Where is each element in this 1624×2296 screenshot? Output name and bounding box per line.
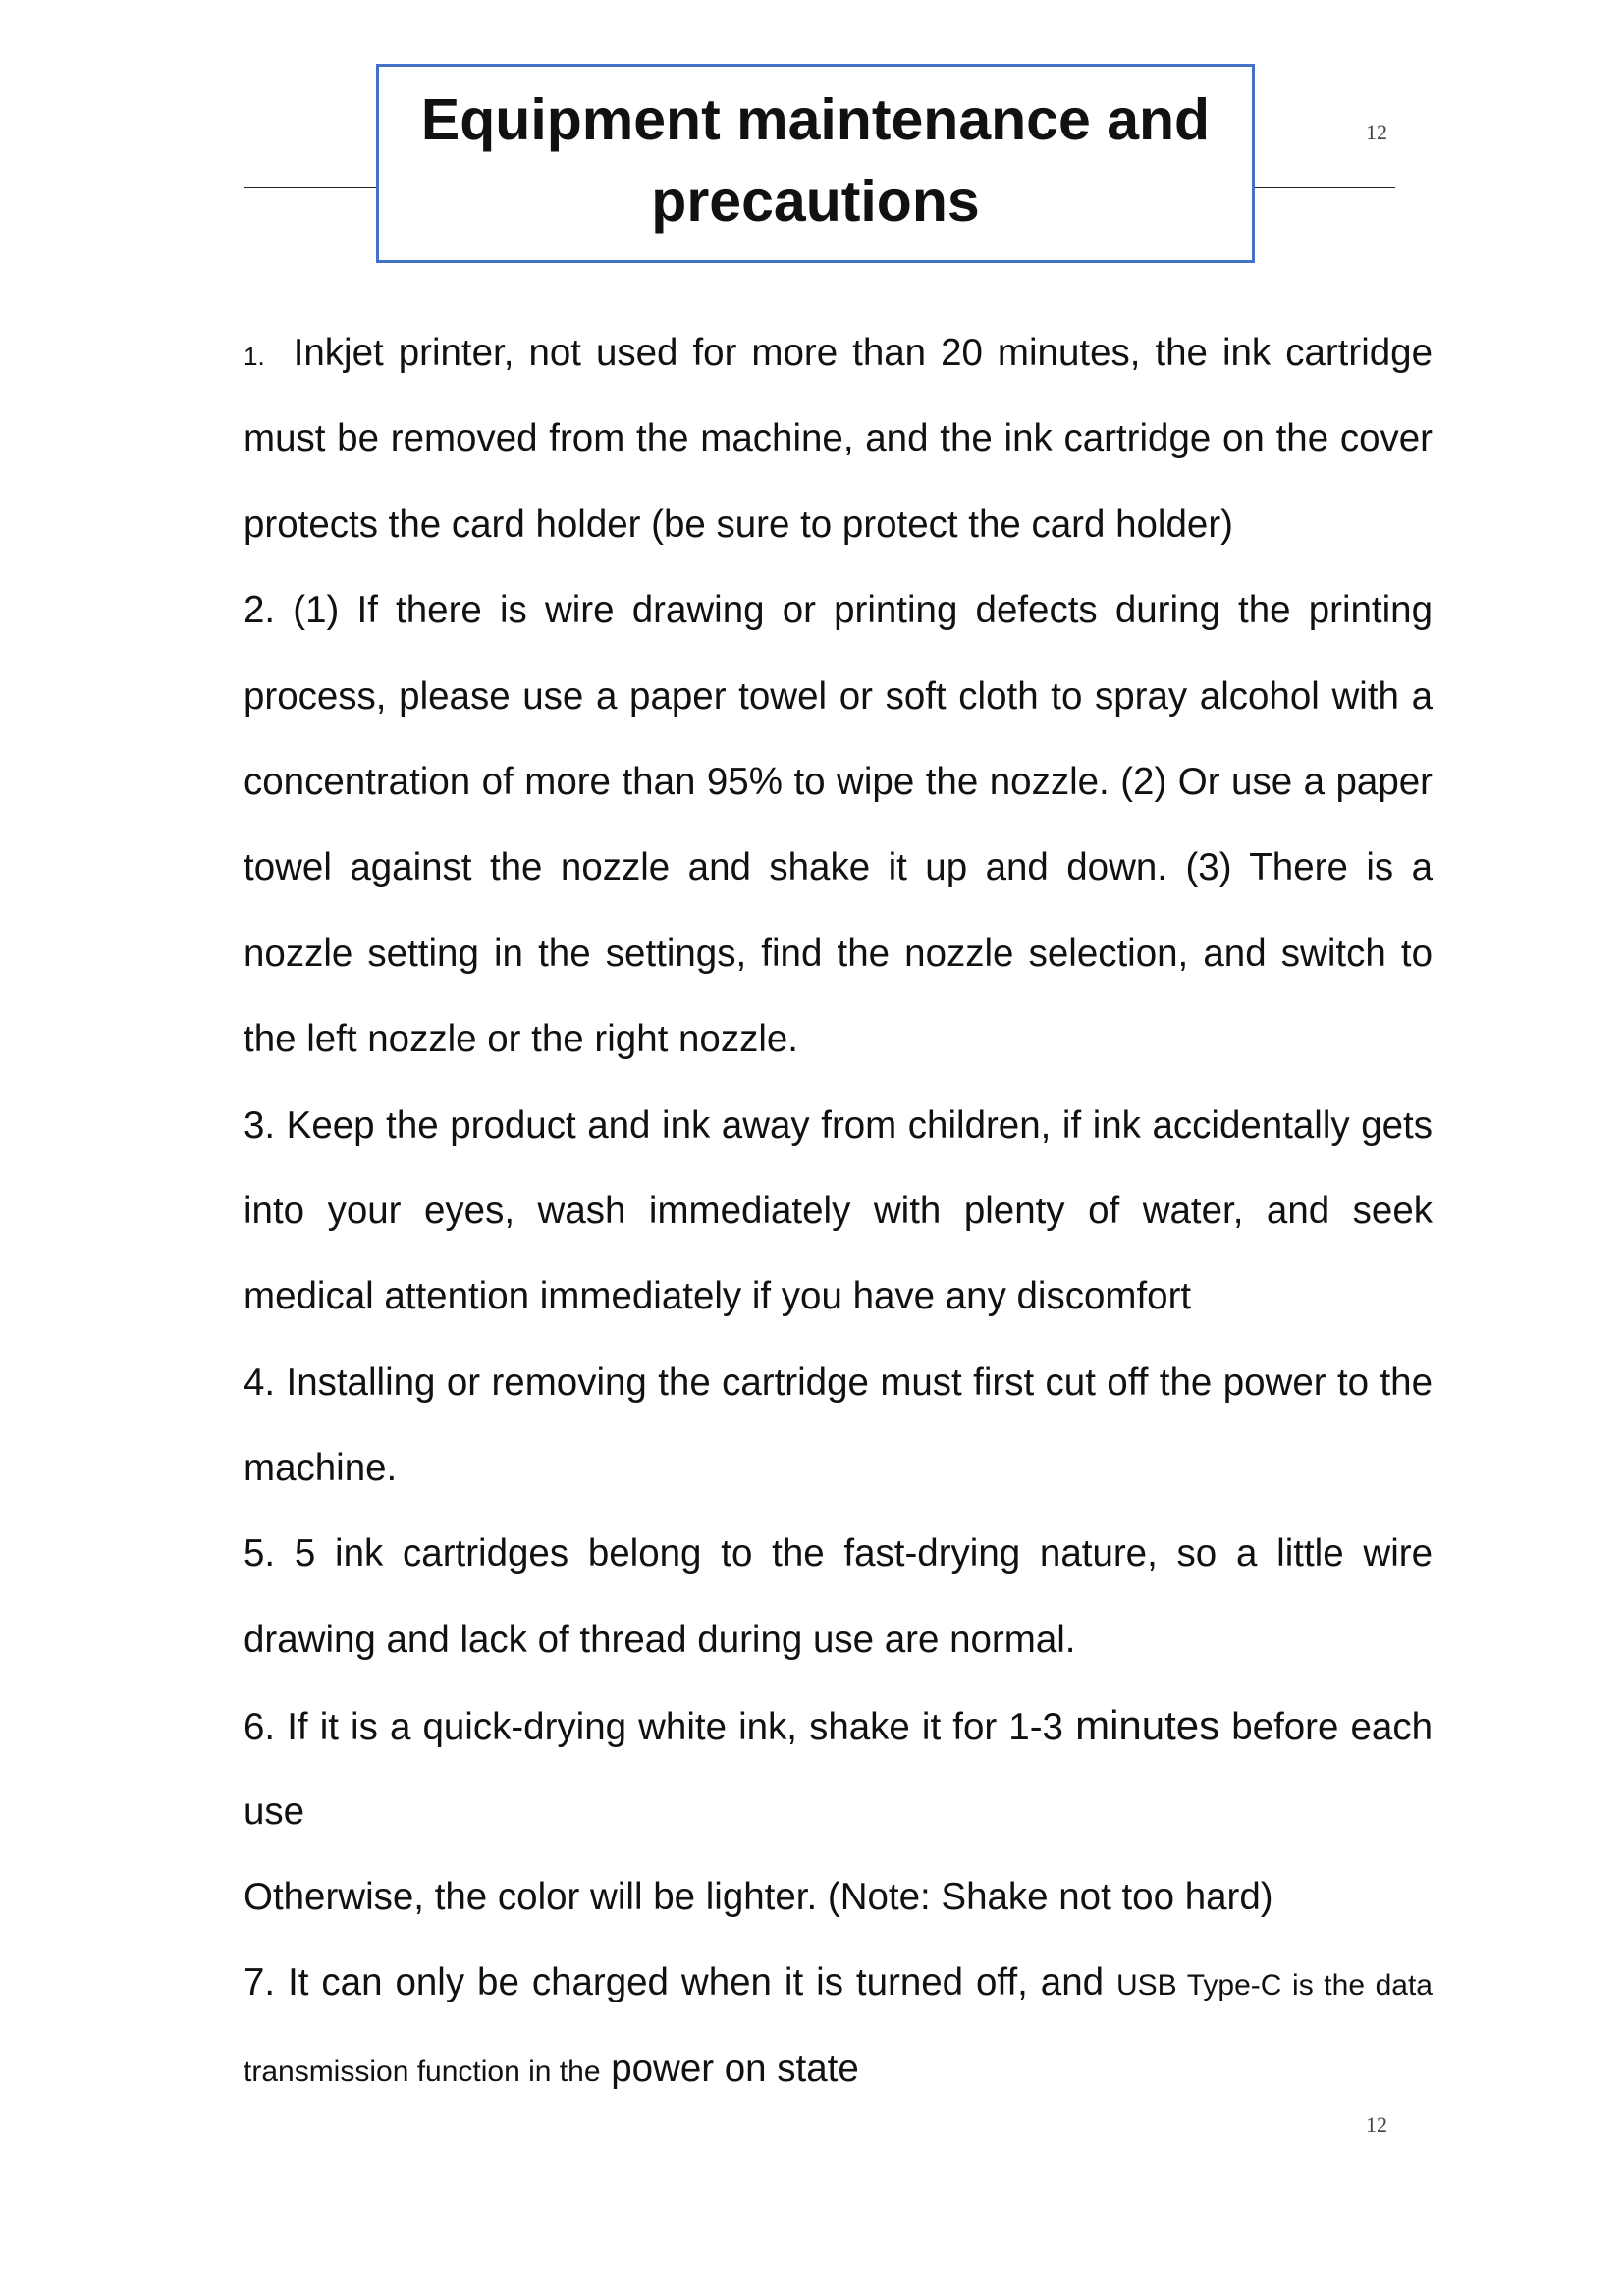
text-segment: Inkjet printer, not used for more than 20 minutes, the ink cartridge — [293, 332, 1433, 374]
text-line: machine. — [244, 1447, 398, 1490]
text-line: into your eyes, wash immediately with plenty of water, and seek — [244, 1189, 1433, 1232]
precaution-item-6 — [244, 1682, 1433, 1854]
title-box — [376, 64, 1255, 263]
text-line — [244, 1940, 1433, 2025]
small-text-segment: transmission function in the — [244, 2055, 601, 2088]
text-segment: 7. It can only be charged when it is turned off, and — [244, 1961, 1105, 2004]
small-text-segment: USB Type-C is the data — [1116, 1969, 1433, 2002]
page-number-bottom: 12 — [1366, 2112, 1387, 2137]
precaution-item-1 — [244, 310, 1433, 567]
text-line: use — [244, 1789, 305, 1833]
text-line: concentration of more than 95% to wipe the nozzle. (2) Or use a paper — [244, 760, 1433, 803]
precaution-item-2 — [244, 567, 1433, 1082]
item-number: 1. — [244, 342, 265, 371]
text-line — [244, 1682, 1433, 1768]
text-line: 5. 5 ink cartridges belong to the fast-drying nature, so a little wire — [244, 1532, 1433, 1575]
precaution-item-7 — [244, 1940, 1433, 2111]
page-number-top: 12 — [1366, 120, 1387, 144]
text-line: Otherwise, the color will be lighter. (Note: Shake not too hard) — [244, 1876, 1273, 1919]
precaution-item-4 — [244, 1340, 1433, 1512]
text-line: protects the card holder (be sure to protect the card holder) — [244, 503, 1233, 546]
precaution-item-3 — [244, 1083, 1433, 1340]
text-line: medical attention immediately if you have any discomfort — [244, 1275, 1192, 1318]
text-line: 3. Keep the product and ink away from children, if ink accidentally gets — [244, 1103, 1433, 1147]
text-segment: power on state — [611, 2047, 859, 2090]
precaution-note — [244, 1854, 1433, 1940]
text-line: 2. (1) If there is wire drawing or printing defects during the printing — [244, 589, 1433, 632]
header-rule-left — [244, 187, 376, 188]
text-segment: 6. If it is a quick-drying white ink, shake it for 1-3 — [244, 1706, 1063, 1749]
text-line: must be removed from the machine, and the ink cartridge on the cover — [244, 417, 1433, 460]
header-rule-right — [1255, 187, 1395, 188]
precaution-item-5 — [244, 1511, 1433, 1682]
text-line: drawing and lack of thread during use are normal. — [244, 1618, 1076, 1661]
text-line: 4. Installing or removing the cartridge must first cut off the power to the — [244, 1361, 1433, 1404]
page-title-line-1: Equipment maintenance and — [420, 87, 1211, 152]
text-line: process, please use a paper towel or soft cloth to spray alcohol with a — [244, 674, 1433, 718]
text-line: towel against the nozzle and shake it up and down. (3) There is a — [244, 846, 1433, 889]
page-title-line-2: precautions — [651, 169, 980, 234]
text-line: the left nozzle or the right nozzle. — [244, 1018, 798, 1061]
text-line — [244, 2026, 1433, 2111]
text-segment: before each — [1231, 1706, 1433, 1749]
text-line — [244, 310, 1433, 396]
precautions-list — [244, 310, 1433, 2111]
emphasized-word: minutes — [1075, 1702, 1220, 1749]
text-line: nozzle setting in the settings, find the nozzle selection, and switch to — [244, 932, 1433, 975]
